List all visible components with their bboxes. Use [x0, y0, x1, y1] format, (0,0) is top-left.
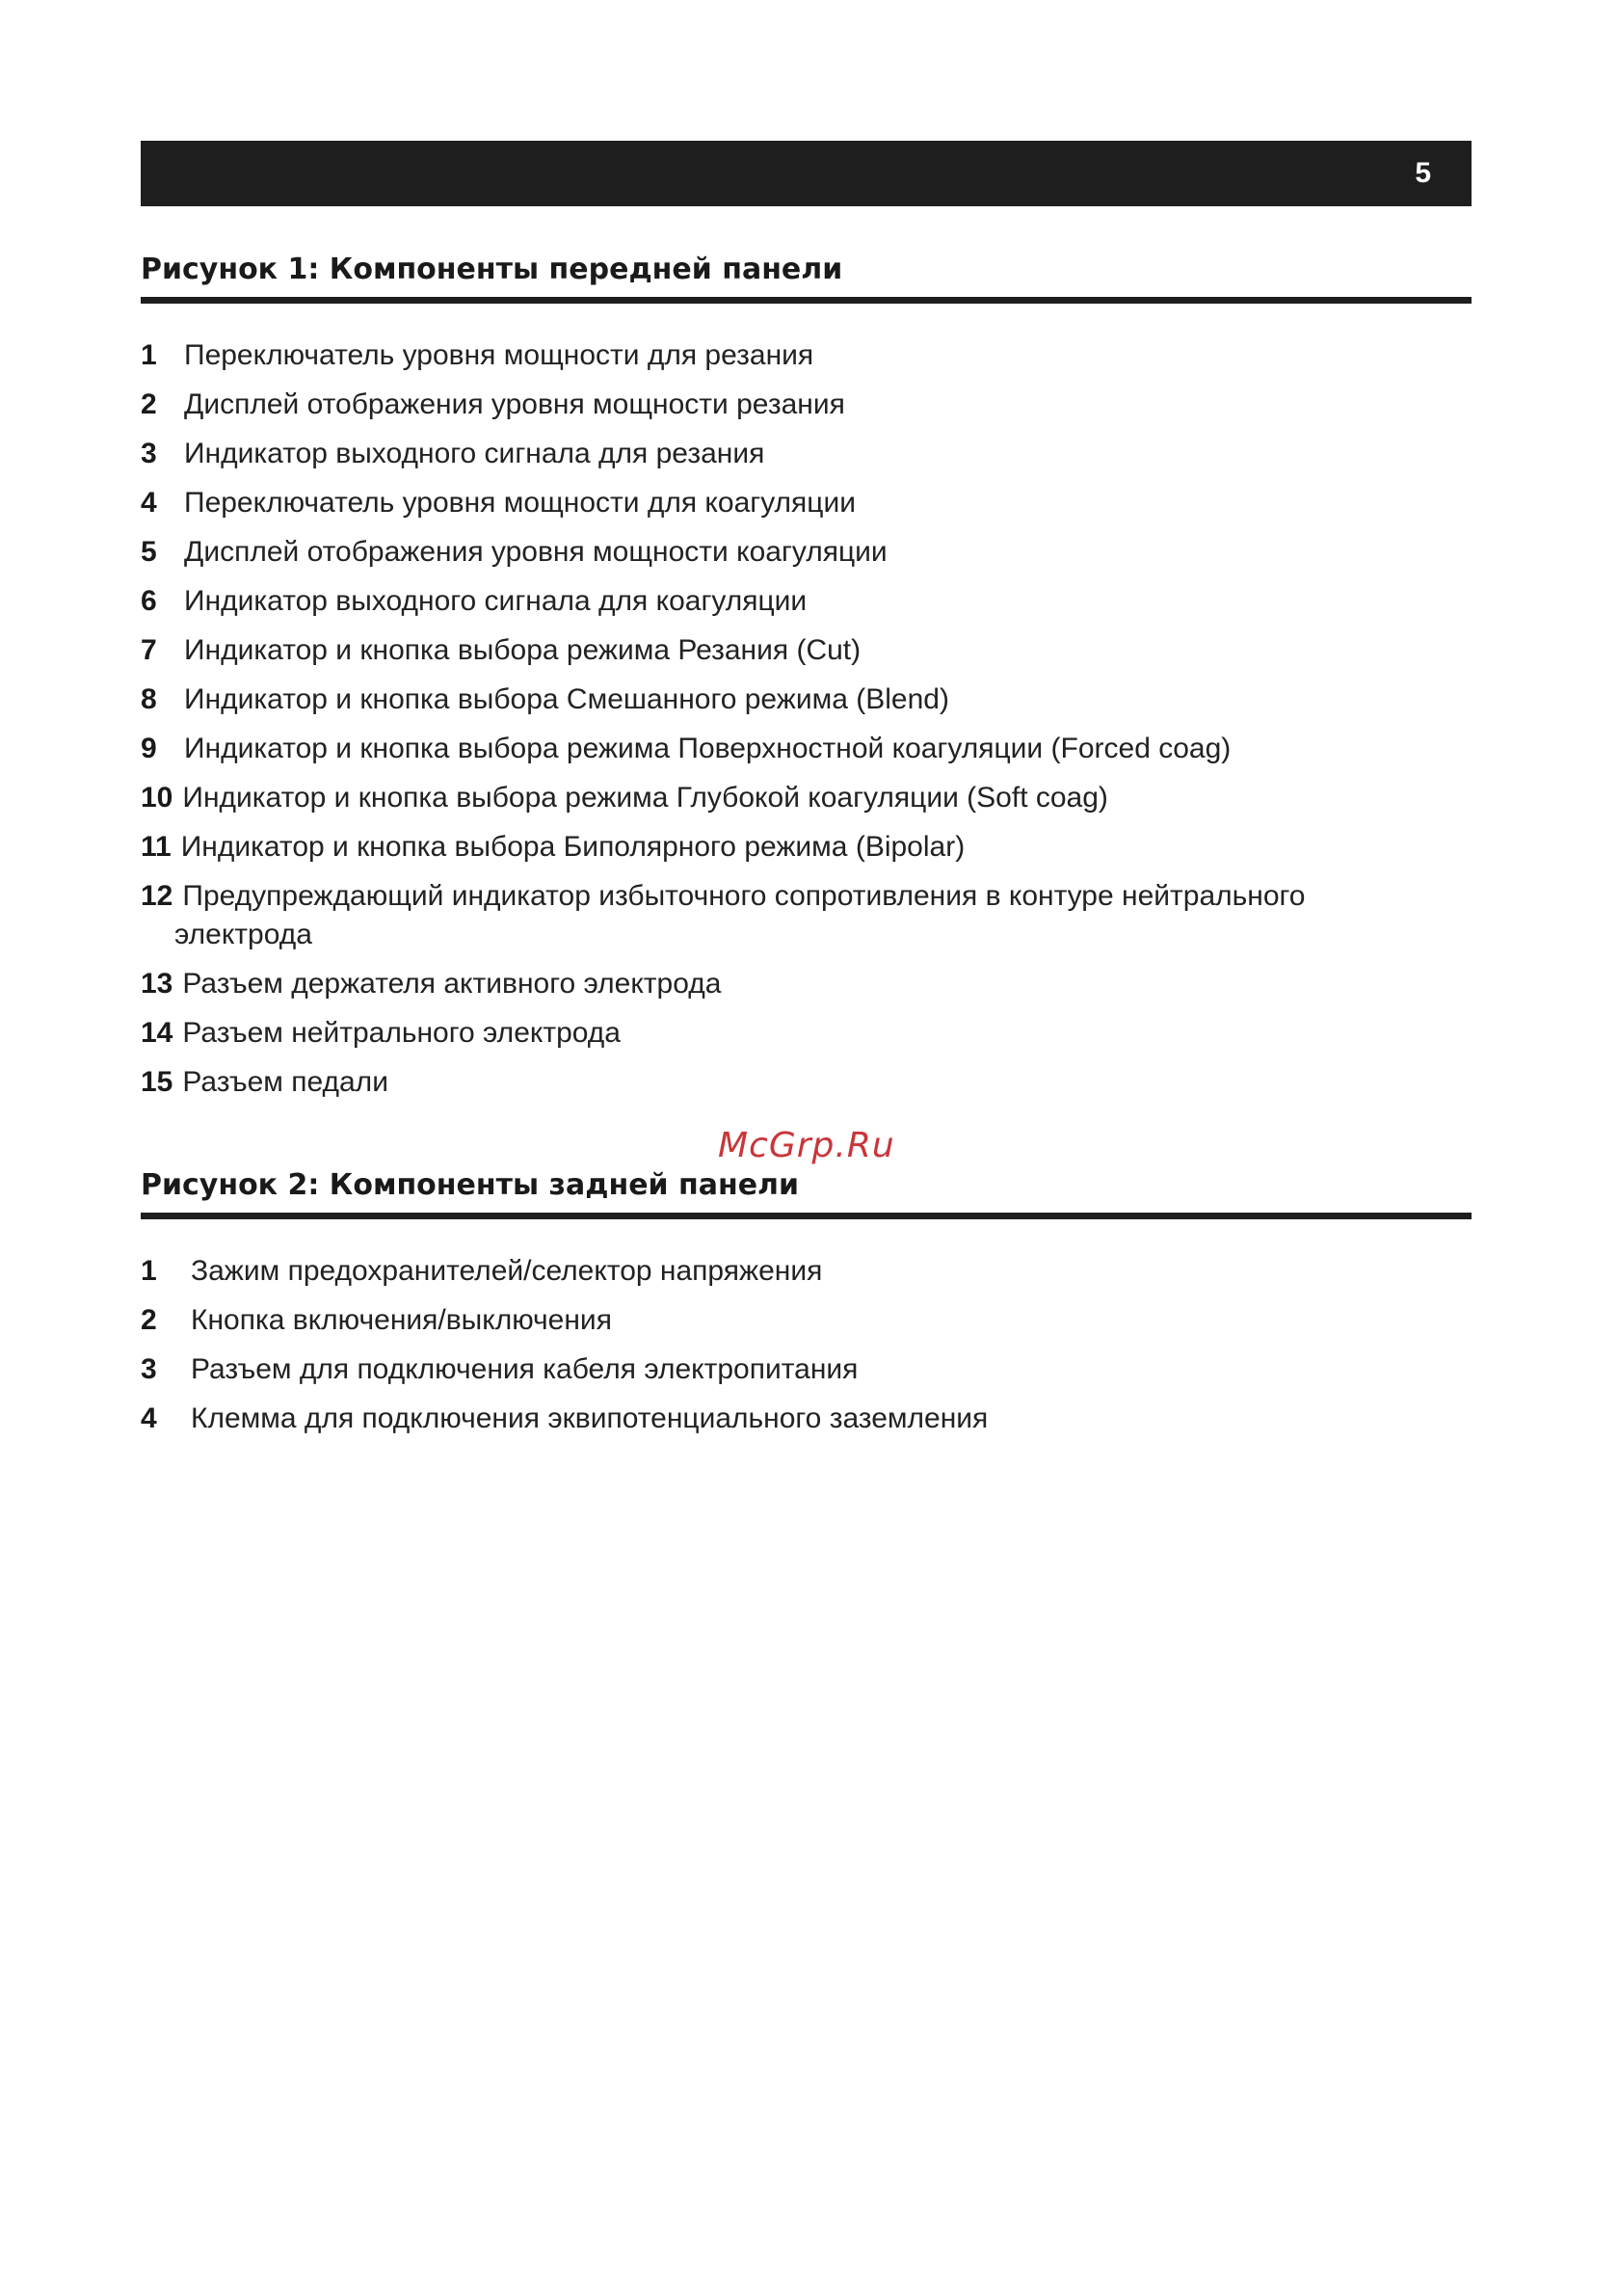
item-text: Индикатор и кнопка выбора режима Поверхностной коагуляции (Forced coag) [184, 733, 1232, 764]
item-text: Индикатор выходного сигнала для резания [184, 438, 765, 469]
header-bar [141, 141, 1472, 206]
item-text: Дисплей отображения уровня мощности резания [184, 388, 845, 420]
item-number: 1 [141, 1255, 157, 1287]
item-number: 4 [141, 1402, 157, 1434]
list-item [141, 877, 1472, 965]
list-item [141, 779, 1472, 828]
figure1-section [141, 253, 1472, 1112]
list-item [141, 582, 1472, 631]
item-number: 1 [141, 339, 157, 371]
list-item [141, 1301, 1472, 1350]
item-text: Предупреждающий индикатор избыточного сопротивления в контуре нейтрального [182, 880, 1306, 912]
list-item [141, 533, 1472, 582]
item-text: Индикатор и кнопка выбора режима Глубокой коагуляции (Soft coag) [182, 782, 1108, 814]
page-number: 5 [1415, 157, 1431, 189]
figure2-section [141, 1168, 1472, 1449]
item-number: 3 [141, 1353, 157, 1385]
item-number: 7 [141, 634, 157, 666]
list-item [141, 386, 1472, 435]
item-text: Зажим предохранителей/селектор напряжения [191, 1255, 823, 1287]
figure1-title: Рисунок 1: Компоненты передней панели [141, 253, 843, 286]
list-item [141, 681, 1472, 730]
item-text: Разъем нейтрального электрода [182, 1017, 621, 1049]
list-item [141, 484, 1472, 533]
list-item [141, 631, 1472, 681]
list-item [141, 828, 1472, 877]
list-item [141, 730, 1472, 779]
item-text: Индикатор и кнопка выбора Биполярного режима (Bipolar) [180, 831, 966, 863]
item-number: 11 [141, 831, 172, 863]
item-text: Кнопка включения/выключения [191, 1304, 612, 1336]
item-number: 13 [141, 968, 173, 1000]
watermark: McGrp.Ru [718, 1126, 895, 1165]
item-text-continuation: электрода [174, 919, 312, 950]
item-number: 9 [141, 733, 157, 764]
item-text: Индикатор выходного сигнала для коагуляции [184, 585, 808, 617]
figure2-rule [141, 1213, 1472, 1219]
item-text: Разъем для подключения кабеля электропитания [191, 1353, 859, 1385]
figure1-list [141, 336, 1472, 1112]
item-text: Разъем держателя активного электрода [182, 968, 722, 1000]
figure2-title: Рисунок 2: Компоненты задней панели [141, 1168, 800, 1202]
figure1-rule [141, 297, 1472, 304]
item-text: Индикатор и кнопка выбора режима Резания (Cut) [184, 634, 862, 666]
item-number: 3 [141, 438, 157, 469]
item-text: Дисплей отображения уровня мощности коагуляции [184, 536, 888, 568]
item-number: 2 [141, 388, 157, 420]
list-item [141, 435, 1472, 484]
list-item [141, 336, 1472, 386]
item-number: 12 [141, 880, 173, 912]
list-item [141, 1014, 1472, 1063]
item-text: Переключатель уровня мощности для коагуляции [184, 487, 856, 519]
item-text: Переключатель уровня мощности для резания [184, 339, 814, 371]
list-item [141, 1350, 1472, 1400]
list-item [141, 965, 1472, 1014]
item-number: 2 [141, 1304, 157, 1336]
item-number: 5 [141, 536, 157, 568]
list-item [141, 1063, 1472, 1112]
item-text: Индикатор и кнопка выбора Смешанного режима (Blend) [184, 683, 949, 715]
item-number: 15 [141, 1066, 173, 1098]
item-number: 14 [141, 1017, 173, 1049]
item-text: Клемма для подключения эквипотенциального заземления [191, 1402, 989, 1434]
item-number: 6 [141, 585, 157, 617]
item-number: 8 [141, 683, 157, 715]
list-item [141, 1400, 1472, 1449]
item-number: 4 [141, 487, 157, 519]
item-text: Разъем педали [182, 1066, 388, 1098]
figure2-list [141, 1252, 1472, 1449]
item-number: 10 [141, 782, 173, 814]
list-item [141, 1252, 1472, 1301]
